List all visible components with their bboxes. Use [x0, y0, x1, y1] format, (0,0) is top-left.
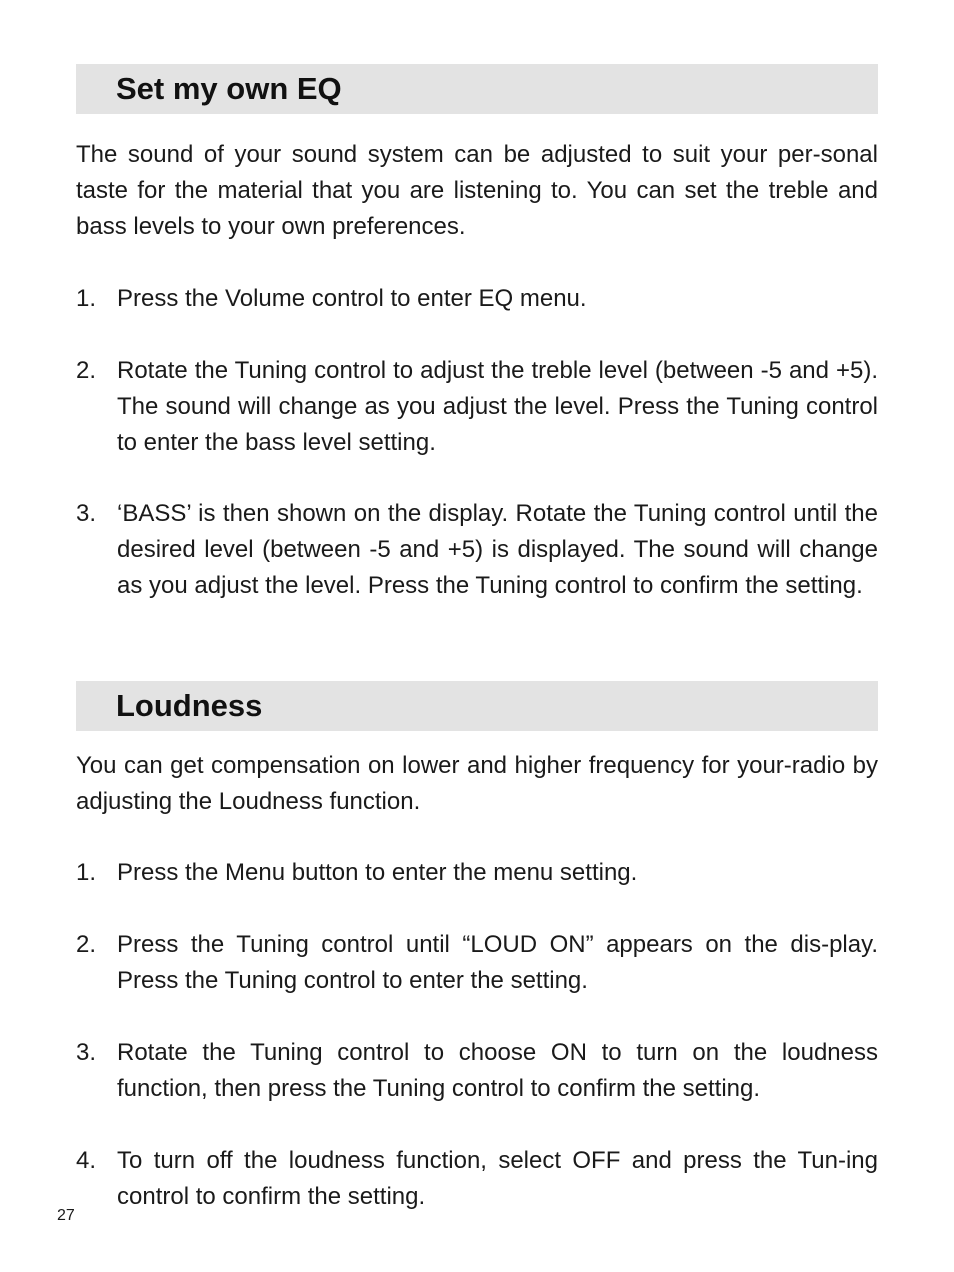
eq-step-3	[76, 496, 878, 604]
eq-step-2	[76, 353, 878, 461]
step-text: Rotate the Tuning control to choose ON to turn on the loudness function, then press the Tuning control to confirm the setting.	[117, 1039, 878, 1102]
loudness-step-3	[76, 1035, 878, 1107]
step-text: ‘BASS’ is then shown on the display. Rotate the Tuning control until the desired level (between -5 and +5) is displayed. The sound will change as you adjust the level. Press the Tuning control to confirm the setting.	[117, 500, 878, 599]
step-text: Rotate the Tuning control to adjust the treble level (between -5 and +5). The sound will change as you adjust the level. Press the Tuning control to enter the bass level setting.	[117, 357, 878, 456]
step-number: 1.	[76, 859, 97, 886]
step-text: Press the Tuning control until “LOUD ON” appears on the dis-play. Press the Tuning control to enter the setting.	[117, 931, 878, 994]
page-number: 27	[57, 1207, 75, 1224]
step-number: 3.	[76, 500, 97, 527]
section-header-loudness	[76, 681, 878, 731]
loudness-step-4	[76, 1143, 878, 1215]
step-text: To turn off the loudness function, select OFF and press the Tun-ing control to confirm the setting.	[117, 1147, 878, 1210]
step-number: 4.	[76, 1147, 97, 1174]
eq-step-1	[76, 281, 878, 317]
step-number: 3.	[76, 1039, 97, 1066]
step-number: 2.	[76, 357, 97, 384]
step-number: 2.	[76, 931, 97, 958]
loudness-step-1	[76, 855, 878, 891]
section-title-eq: Set my own EQ	[116, 71, 342, 106]
loudness-intro-paragraph: You can get compensation on lower and higher frequency for your-radio by adjusting the Loudness function.	[76, 752, 878, 815]
step-text: Press the Menu button to enter the menu setting.	[117, 859, 638, 886]
section-title-loudness: Loudness	[116, 688, 263, 723]
section-header-eq	[76, 64, 878, 114]
loudness-step-2	[76, 927, 878, 999]
step-text: Press the Volume control to enter EQ menu.	[117, 285, 587, 312]
step-number: 1.	[76, 285, 97, 312]
eq-intro-paragraph: The sound of your sound system can be adjusted to suit your per-sonal taste for the material that you are listening to. You can set the treble and bass levels to your own preferences.	[76, 141, 878, 240]
